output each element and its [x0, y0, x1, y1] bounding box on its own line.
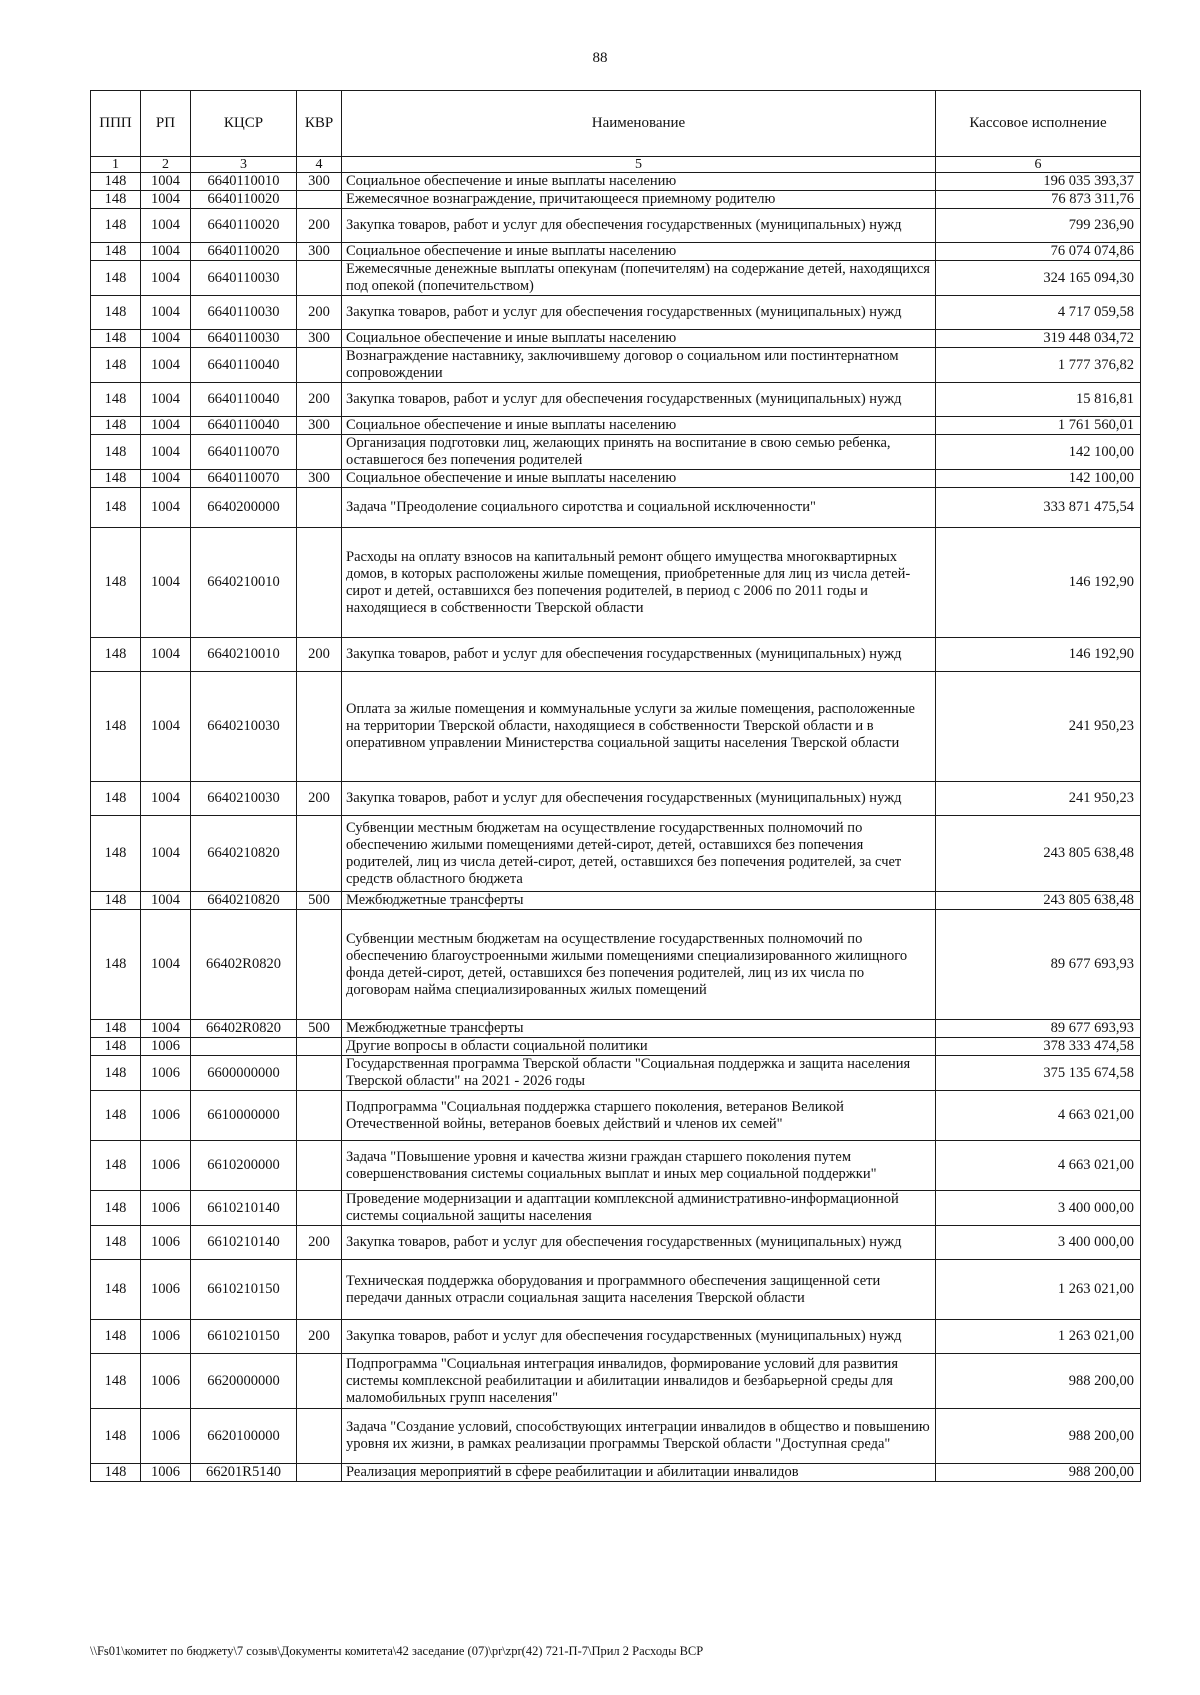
cell-amount: 89 677 693,93 [936, 910, 1141, 1020]
cell-amount: 146 192,90 [936, 528, 1141, 638]
cell-ppp: 148 [91, 528, 141, 638]
cell-kvr: 300 [297, 417, 342, 435]
cell-kvr: 200 [297, 383, 342, 417]
cell-kvr [297, 191, 342, 209]
cell-rp: 1006 [141, 1409, 191, 1464]
cell-rp: 1004 [141, 672, 191, 782]
header-name: Наименование [342, 91, 936, 157]
cell-rp: 1004 [141, 296, 191, 330]
cell-amount: 988 200,00 [936, 1409, 1141, 1464]
cell-name: Социальное обеспечение и иные выплаты населению [342, 470, 936, 488]
cell-kvr: 200 [297, 296, 342, 330]
column-number: 6 [936, 157, 1141, 173]
cell-kcsr: 6610000000 [191, 1091, 297, 1141]
cell-kcsr: 6640210820 [191, 816, 297, 892]
cell-ppp: 148 [91, 173, 141, 191]
cell-kcsr: 6640110040 [191, 383, 297, 417]
cell-name: Закупка товаров, работ и услуг для обеспечения государственных (муниципальных) нужд [342, 638, 936, 672]
table-row [91, 488, 1141, 528]
header-kvr: КВР [297, 91, 342, 157]
cell-rp: 1004 [141, 191, 191, 209]
table-row [91, 1056, 1141, 1091]
page-number: 88 [592, 50, 608, 66]
cell-kvr [297, 1409, 342, 1464]
cell-ppp: 148 [91, 892, 141, 910]
cell-rp: 1004 [141, 488, 191, 528]
cell-name: Социальное обеспечение и иные выплаты населению [342, 173, 936, 191]
cell-ppp: 148 [91, 261, 141, 296]
cell-kcsr: 6640210010 [191, 528, 297, 638]
table-row [91, 330, 1141, 348]
expenditure-table [90, 90, 1141, 1482]
cell-name: Социальное обеспечение и иные выплаты населению [342, 243, 936, 261]
cell-ppp: 148 [91, 1141, 141, 1191]
cell-kcsr: 6610210150 [191, 1320, 297, 1354]
table-row [91, 672, 1141, 782]
cell-amount: 4 717 059,58 [936, 296, 1141, 330]
cell-kcsr: 6640110020 [191, 243, 297, 261]
cell-amount: 4 663 021,00 [936, 1091, 1141, 1141]
cell-ppp: 148 [91, 1354, 141, 1409]
cell-name: Субвенции местным бюджетам на осуществление государственных полномочий по обеспечению жилыми помещениями детей-сирот, детей, оставшихся без попечения родителей, лиц из числа детей-сирот, детей, оставшихся без попечения родителей, за счет средств областного бюджета [342, 816, 936, 892]
cell-amount: 988 200,00 [936, 1464, 1141, 1482]
cell-kcsr: 6640110040 [191, 417, 297, 435]
cell-ppp: 148 [91, 417, 141, 435]
cell-rp: 1006 [141, 1320, 191, 1354]
cell-kvr: 200 [297, 1320, 342, 1354]
cell-kvr: 300 [297, 470, 342, 488]
cell-kcsr: 6640110030 [191, 261, 297, 296]
cell-rp: 1004 [141, 1020, 191, 1038]
cell-kvr [297, 1091, 342, 1141]
table-row [91, 1409, 1141, 1464]
table-row [91, 1320, 1141, 1354]
cell-amount: 1 263 021,00 [936, 1260, 1141, 1320]
footer-file-path: \\Fs01\комитет по бюджету\7 созыв\Документы комитета\42 заседание (07)\pr\zpr(42) 721-П-7\Прил 2 Расходы ВСР [90, 1644, 704, 1658]
cell-amount: 15 816,81 [936, 383, 1141, 417]
cell-rp: 1004 [141, 209, 191, 243]
cell-ppp: 148 [91, 1464, 141, 1482]
cell-ppp: 148 [91, 296, 141, 330]
cell-amount: 3 400 000,00 [936, 1191, 1141, 1226]
cell-ppp: 148 [91, 782, 141, 816]
cell-ppp: 148 [91, 191, 141, 209]
cell-ppp: 148 [91, 435, 141, 470]
cell-amount: 1 263 021,00 [936, 1320, 1141, 1354]
cell-rp: 1006 [141, 1141, 191, 1191]
table-row [91, 782, 1141, 816]
cell-kcsr: 6640210030 [191, 672, 297, 782]
cell-name: Задача "Преодоление социального сиротства и социальной исключенности" [342, 488, 936, 528]
cell-name: Задача "Повышение уровня и качества жизни граждан старшего поколения путем совершенствования системы социальных выплат и иных мер социальной поддержки" [342, 1141, 936, 1191]
cell-amount: 3 400 000,00 [936, 1226, 1141, 1260]
cell-amount: 1 777 376,82 [936, 348, 1141, 383]
cell-kcsr: 6640210820 [191, 892, 297, 910]
cell-amount: 378 333 474,58 [936, 1038, 1141, 1056]
cell-kvr [297, 261, 342, 296]
column-number: 5 [342, 157, 936, 173]
cell-ppp: 148 [91, 1091, 141, 1141]
cell-kvr [297, 1038, 342, 1056]
cell-kcsr: 6640210030 [191, 782, 297, 816]
header-rp: РП [141, 91, 191, 157]
cell-rp: 1004 [141, 638, 191, 672]
cell-kvr: 300 [297, 330, 342, 348]
cell-name: Задача "Создание условий, способствующих интеграции инвалидов в общество и повышению уровня их жизни, в рамках реализации программы Тверской области "Доступная среда" [342, 1409, 936, 1464]
cell-ppp: 148 [91, 1260, 141, 1320]
cell-name: Оплата за жилые помещения и коммунальные услуги за жилые помещения, расположенные на территории Тверской области, находящиеся в собственности Тверской области и в оперативном управлении Министерства социальной защиты населения Тверской области [342, 672, 936, 782]
column-number: 4 [297, 157, 342, 173]
cell-rp: 1004 [141, 435, 191, 470]
cell-kcsr: 6640110070 [191, 470, 297, 488]
table-row [91, 470, 1141, 488]
cell-rp: 1004 [141, 782, 191, 816]
cell-kcsr [191, 1038, 297, 1056]
table-row [91, 296, 1141, 330]
cell-kvr [297, 910, 342, 1020]
table-row [91, 417, 1141, 435]
cell-kcsr: 66201R5140 [191, 1464, 297, 1482]
cell-amount: 196 035 393,37 [936, 173, 1141, 191]
cell-kcsr: 6640110070 [191, 435, 297, 470]
cell-ppp: 148 [91, 1320, 141, 1354]
cell-kvr: 300 [297, 243, 342, 261]
table-row [91, 638, 1141, 672]
column-number-row [91, 157, 1141, 173]
cell-ppp: 148 [91, 638, 141, 672]
cell-amount: 243 805 638,48 [936, 892, 1141, 910]
cell-ppp: 148 [91, 672, 141, 782]
cell-name: Расходы на оплату взносов на капитальный ремонт общего имущества многоквартирных домов, в которых расположены жилые помещения, приобретенные для лиц из числа детей-сирот и детей, оставшихся без попечения родителей, в период с 2006 по 2011 годы и находящиеся в собственности Тверской области [342, 528, 936, 638]
cell-amount: 375 135 674,58 [936, 1056, 1141, 1091]
cell-amount: 4 663 021,00 [936, 1141, 1141, 1191]
header-kcsr: КЦСР [191, 91, 297, 157]
cell-ppp: 148 [91, 1191, 141, 1226]
table-row [91, 1141, 1141, 1191]
cell-amount: 799 236,90 [936, 209, 1141, 243]
table-row [91, 1226, 1141, 1260]
table-row [91, 910, 1141, 1020]
cell-rp: 1004 [141, 816, 191, 892]
cell-name: Закупка товаров, работ и услуг для обеспечения государственных (муниципальных) нужд [342, 1226, 936, 1260]
cell-kvr [297, 488, 342, 528]
cell-kcsr: 6640210010 [191, 638, 297, 672]
cell-ppp: 148 [91, 1409, 141, 1464]
table-header-row [91, 91, 1141, 157]
cell-rp: 1004 [141, 330, 191, 348]
cell-amount: 319 448 034,72 [936, 330, 1141, 348]
cell-rp: 1004 [141, 383, 191, 417]
column-number: 2 [141, 157, 191, 173]
cell-amount: 243 805 638,48 [936, 816, 1141, 892]
cell-name: Подпрограмма "Социальная интеграция инвалидов, формирование условий для развития системы комплексной реабилитации и абилитации инвалидов и безбарьерной среды для маломобильных групп населения" [342, 1354, 936, 1409]
cell-ppp: 148 [91, 383, 141, 417]
table-body [91, 173, 1141, 1482]
table-row [91, 1020, 1141, 1038]
cell-kcsr: 6610200000 [191, 1141, 297, 1191]
cell-ppp: 148 [91, 1226, 141, 1260]
table-row [91, 1038, 1141, 1056]
cell-kvr: 200 [297, 209, 342, 243]
cell-kcsr: 6640110020 [191, 209, 297, 243]
cell-rp: 1004 [141, 910, 191, 1020]
table-row [91, 1464, 1141, 1482]
cell-kvr: 500 [297, 892, 342, 910]
cell-kvr [297, 1260, 342, 1320]
cell-name: Другие вопросы в области социальной политики [342, 1038, 936, 1056]
cell-kcsr: 6640110010 [191, 173, 297, 191]
cell-amount: 241 950,23 [936, 782, 1141, 816]
cell-kcsr: 66402R0820 [191, 910, 297, 1020]
cell-rp: 1004 [141, 348, 191, 383]
table-row [91, 191, 1141, 209]
cell-kcsr: 6640110020 [191, 191, 297, 209]
cell-name: Вознаграждение наставнику, заключившему договор о социальном или постинтернатном сопровождении [342, 348, 936, 383]
cell-kvr [297, 348, 342, 383]
cell-amount: 324 165 094,30 [936, 261, 1141, 296]
cell-name: Социальное обеспечение и иные выплаты населению [342, 330, 936, 348]
cell-ppp: 148 [91, 488, 141, 528]
table-row [91, 1091, 1141, 1141]
cell-name: Ежемесячное вознаграждение, причитающееся приемному родителю [342, 191, 936, 209]
cell-name: Межбюджетные трансферты [342, 892, 936, 910]
cell-ppp: 148 [91, 1056, 141, 1091]
table-row [91, 435, 1141, 470]
cell-kcsr: 6610210140 [191, 1191, 297, 1226]
cell-kvr [297, 1141, 342, 1191]
cell-amount: 1 761 560,01 [936, 417, 1141, 435]
cell-rp: 1004 [141, 243, 191, 261]
cell-kvr [297, 816, 342, 892]
cell-kvr [297, 1354, 342, 1409]
cell-ppp: 148 [91, 1020, 141, 1038]
cell-ppp: 148 [91, 1038, 141, 1056]
cell-rp: 1004 [141, 892, 191, 910]
cell-name: Социальное обеспечение и иные выплаты населению [342, 417, 936, 435]
cell-kvr [297, 672, 342, 782]
cell-ppp: 148 [91, 910, 141, 1020]
cell-rp: 1004 [141, 261, 191, 296]
cell-kvr: 200 [297, 638, 342, 672]
cell-kvr: 200 [297, 782, 342, 816]
cell-name: Межбюджетные трансферты [342, 1020, 936, 1038]
cell-rp: 1006 [141, 1038, 191, 1056]
cell-kcsr: 6620000000 [191, 1354, 297, 1409]
cell-rp: 1004 [141, 417, 191, 435]
cell-ppp: 148 [91, 470, 141, 488]
cell-ppp: 148 [91, 243, 141, 261]
cell-rp: 1006 [141, 1091, 191, 1141]
cell-rp: 1004 [141, 470, 191, 488]
table-row [91, 348, 1141, 383]
cell-amount: 333 871 475,54 [936, 488, 1141, 528]
header-ppp: ППП [91, 91, 141, 157]
table-row [91, 1260, 1141, 1320]
table-row [91, 1354, 1141, 1409]
cell-rp: 1004 [141, 528, 191, 638]
table-row [91, 528, 1141, 638]
cell-name: Закупка товаров, работ и услуг для обеспечения государственных (муниципальных) нужд [342, 296, 936, 330]
table-row [91, 243, 1141, 261]
cell-kvr [297, 1191, 342, 1226]
cell-ppp: 148 [91, 209, 141, 243]
column-number: 1 [91, 157, 141, 173]
cell-amount: 988 200,00 [936, 1354, 1141, 1409]
cell-kcsr: 6610210140 [191, 1226, 297, 1260]
cell-ppp: 148 [91, 348, 141, 383]
cell-kcsr: 6640110040 [191, 348, 297, 383]
column-number: 3 [191, 157, 297, 173]
cell-kcsr: 6640110030 [191, 296, 297, 330]
cell-ppp: 148 [91, 816, 141, 892]
cell-name: Государственная программа Тверской области "Социальная поддержка и защита населения Тверской области" на 2021 - 2026 годы [342, 1056, 936, 1091]
cell-kvr [297, 435, 342, 470]
table-row [91, 261, 1141, 296]
cell-name: Ежемесячные денежные выплаты опекунам (попечителям) на содержание детей, находящихся под опекой (попечительством) [342, 261, 936, 296]
table-row [91, 1191, 1141, 1226]
cell-kcsr: 6640110030 [191, 330, 297, 348]
cell-amount: 146 192,90 [936, 638, 1141, 672]
cell-name: Закупка товаров, работ и услуг для обеспечения государственных (муниципальных) нужд [342, 209, 936, 243]
cell-name: Подпрограмма "Социальная поддержка старшего поколения, ветеранов Великой Отечественной войны, ветеранов боевых действий и членов их семей" [342, 1091, 936, 1141]
cell-rp: 1006 [141, 1226, 191, 1260]
cell-amount: 76 074 074,86 [936, 243, 1141, 261]
cell-rp: 1004 [141, 173, 191, 191]
cell-ppp: 148 [91, 330, 141, 348]
cell-name: Проведение модернизации и адаптации комплексной административно-информационной системы социальной защиты населения [342, 1191, 936, 1226]
cell-kvr: 200 [297, 1226, 342, 1260]
cell-rp: 1006 [141, 1354, 191, 1409]
cell-kcsr: 6610210150 [191, 1260, 297, 1320]
cell-rp: 1006 [141, 1191, 191, 1226]
cell-rp: 1006 [141, 1260, 191, 1320]
table-row [91, 816, 1141, 892]
table-row [91, 173, 1141, 191]
cell-amount: 89 677 693,93 [936, 1020, 1141, 1038]
cell-rp: 1006 [141, 1056, 191, 1091]
table-row [91, 892, 1141, 910]
cell-name: Техническая поддержка оборудования и программного обеспечения защищенной сети передачи данных отрасли социальная защита населения Тверской области [342, 1260, 936, 1320]
cell-name: Реализация мероприятий в сфере реабилитации и абилитации инвалидов [342, 1464, 936, 1482]
cell-kvr: 300 [297, 173, 342, 191]
cell-amount: 142 100,00 [936, 470, 1141, 488]
cell-name: Закупка товаров, работ и услуг для обеспечения государственных (муниципальных) нужд [342, 782, 936, 816]
table-row [91, 209, 1141, 243]
cell-amount: 142 100,00 [936, 435, 1141, 470]
cell-rp: 1006 [141, 1464, 191, 1482]
cell-name: Организация подготовки лиц, желающих принять на воспитание в свою семью ребенка, оставшегося без попечения родителей [342, 435, 936, 470]
cell-amount: 241 950,23 [936, 672, 1141, 782]
cell-name: Закупка товаров, работ и услуг для обеспечения государственных (муниципальных) нужд [342, 1320, 936, 1354]
cell-kcsr: 6600000000 [191, 1056, 297, 1091]
cell-amount: 76 873 311,76 [936, 191, 1141, 209]
cell-kvr [297, 528, 342, 638]
cell-kvr [297, 1056, 342, 1091]
cell-kcsr: 66402R0820 [191, 1020, 297, 1038]
cell-name: Закупка товаров, работ и услуг для обеспечения государственных (муниципальных) нужд [342, 383, 936, 417]
cell-kvr [297, 1464, 342, 1482]
table-row [91, 383, 1141, 417]
cell-kvr: 500 [297, 1020, 342, 1038]
cell-kcsr: 6640200000 [191, 488, 297, 528]
cell-name: Субвенции местным бюджетам на осуществление государственных полномочий по обеспечению благоустроенными жилыми помещениями специализированного жилищного фонда детей-сирот, детей, оставшихся без попечения родителей, лиц из их числа по договорам найма специализированных жилых помещений [342, 910, 936, 1020]
header-amount: Кассовое исполнение [936, 91, 1141, 157]
cell-kcsr: 6620100000 [191, 1409, 297, 1464]
